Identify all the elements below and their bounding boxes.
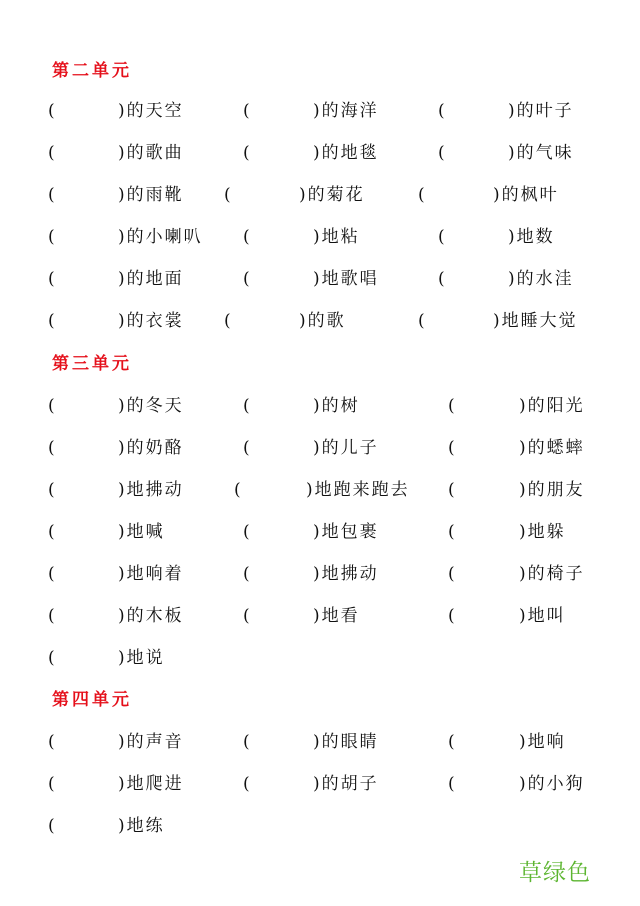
item-phrase: )地响着	[118, 564, 184, 584]
item-phrase: )地躲	[519, 522, 566, 542]
fill-in-item	[438, 269, 574, 289]
fill-in-item	[48, 227, 203, 247]
fill-in-item	[48, 101, 184, 121]
open-paren: (	[243, 438, 252, 458]
open-paren: (	[243, 774, 252, 794]
open-paren: (	[48, 648, 57, 668]
open-paren: (	[438, 269, 447, 289]
item-phrase: )的阳光	[519, 396, 585, 416]
open-paren: (	[224, 185, 233, 205]
open-paren: (	[448, 438, 457, 458]
item-phrase: )的冬天	[118, 396, 184, 416]
fill-in-item	[48, 438, 184, 458]
open-paren: (	[448, 732, 457, 752]
fill-in-item	[448, 480, 585, 500]
open-paren: (	[243, 564, 252, 584]
open-paren: (	[48, 101, 57, 121]
item-phrase: )的声音	[118, 732, 184, 752]
fill-in-item	[48, 774, 184, 794]
item-phrase: )的菊花	[299, 185, 365, 205]
item-phrase: )地拂动	[313, 564, 379, 584]
open-paren: (	[243, 522, 252, 542]
fill-in-item	[48, 732, 184, 752]
fill-in-item	[48, 269, 184, 289]
fill-in-item	[48, 522, 165, 542]
open-paren: (	[448, 564, 457, 584]
item-phrase: )地包裹	[313, 522, 379, 542]
item-phrase: )的奶酪	[118, 438, 184, 458]
fill-in-item	[448, 396, 585, 416]
item-phrase: )的朋友	[519, 480, 585, 500]
unit-heading: 第二单元	[52, 61, 132, 81]
open-paren: (	[418, 311, 427, 331]
item-phrase: )的歌曲	[118, 143, 184, 163]
fill-in-item	[224, 185, 365, 205]
fill-in-item	[48, 311, 184, 331]
open-paren: (	[48, 438, 57, 458]
open-paren: (	[448, 522, 457, 542]
fill-in-item	[243, 564, 379, 584]
open-paren: (	[243, 606, 252, 626]
fill-in-item	[48, 564, 184, 584]
open-paren: (	[48, 480, 57, 500]
item-phrase: )的木板	[118, 606, 184, 626]
fill-in-item	[448, 732, 566, 752]
open-paren: (	[48, 143, 57, 163]
fill-in-item	[48, 606, 184, 626]
item-phrase: )的眼睛	[313, 732, 379, 752]
item-phrase: )地歌唱	[313, 269, 379, 289]
item-phrase: )地看	[313, 606, 360, 626]
item-phrase: )地拂动	[118, 480, 184, 500]
open-paren: (	[438, 143, 447, 163]
item-phrase: )的衣裳	[118, 311, 184, 331]
fill-in-item	[48, 480, 184, 500]
open-paren: (	[418, 185, 427, 205]
fill-in-item	[234, 480, 410, 500]
open-paren: (	[448, 606, 457, 626]
item-phrase: )的儿子	[313, 438, 379, 458]
item-phrase: )地说	[118, 648, 165, 668]
item-phrase: )的胡子	[313, 774, 379, 794]
item-phrase: )的枫叶	[493, 185, 559, 205]
item-phrase: )的蟋蟀	[519, 438, 585, 458]
open-paren: (	[243, 227, 252, 247]
open-paren: (	[48, 564, 57, 584]
open-paren: (	[48, 396, 57, 416]
item-phrase: )的水洼	[508, 269, 574, 289]
item-phrase: )的气味	[508, 143, 574, 163]
open-paren: (	[243, 396, 252, 416]
open-paren: (	[48, 816, 57, 836]
open-paren: (	[48, 774, 57, 794]
open-paren: (	[48, 732, 57, 752]
fill-in-item	[438, 227, 555, 247]
item-phrase: )地叫	[519, 606, 566, 626]
item-phrase: )地睡大觉	[493, 311, 578, 331]
fill-in-item	[243, 143, 379, 163]
open-paren: (	[48, 269, 57, 289]
fill-in-item	[438, 143, 574, 163]
item-phrase: )地练	[118, 816, 165, 836]
open-paren: (	[243, 269, 252, 289]
fill-in-item	[243, 101, 379, 121]
item-phrase: )地跑来跑去	[306, 480, 410, 500]
item-phrase: )地响	[519, 732, 566, 752]
fill-in-item	[48, 185, 184, 205]
fill-in-item	[448, 564, 585, 584]
fill-in-item	[48, 816, 165, 836]
item-phrase: )地粘	[313, 227, 360, 247]
fill-in-item	[243, 227, 360, 247]
item-phrase: )的海洋	[313, 101, 379, 121]
fill-in-item	[418, 311, 578, 331]
fill-in-item	[243, 606, 360, 626]
open-paren: (	[48, 606, 57, 626]
fill-in-item	[243, 522, 379, 542]
unit-heading: 第四单元	[52, 690, 132, 710]
fill-in-item	[448, 606, 566, 626]
open-paren: (	[448, 774, 457, 794]
open-paren: (	[48, 522, 57, 542]
fill-in-item	[448, 522, 566, 542]
item-phrase: )的雨靴	[118, 185, 184, 205]
open-paren: (	[234, 480, 243, 500]
fill-in-item	[418, 185, 559, 205]
open-paren: (	[243, 101, 252, 121]
item-phrase: )地爬进	[118, 774, 184, 794]
item-phrase: )地数	[508, 227, 555, 247]
open-paren: (	[48, 311, 57, 331]
fill-in-item	[438, 101, 574, 121]
fill-in-item	[243, 396, 360, 416]
open-paren: (	[438, 227, 447, 247]
open-paren: (	[243, 732, 252, 752]
open-paren: (	[48, 227, 57, 247]
fill-in-item	[243, 774, 379, 794]
item-phrase: )的地面	[118, 269, 184, 289]
fill-in-item	[448, 438, 585, 458]
watermark: 草绿色	[519, 860, 591, 886]
item-phrase: )的小喇叭	[118, 227, 203, 247]
item-phrase: )的地毯	[313, 143, 379, 163]
fill-in-item	[243, 732, 379, 752]
unit-heading: 第三单元	[52, 354, 132, 374]
item-phrase: )的歌	[299, 311, 346, 331]
fill-in-item	[224, 311, 346, 331]
open-paren: (	[438, 101, 447, 121]
item-phrase: )地喊	[118, 522, 165, 542]
fill-in-item	[48, 396, 184, 416]
item-phrase: )的小狗	[519, 774, 585, 794]
fill-in-item	[48, 648, 165, 668]
item-phrase: )的椅子	[519, 564, 585, 584]
item-phrase: )的树	[313, 396, 360, 416]
fill-in-item	[448, 774, 585, 794]
fill-in-item	[48, 143, 184, 163]
open-paren: (	[243, 143, 252, 163]
fill-in-item	[243, 438, 379, 458]
open-paren: (	[448, 396, 457, 416]
open-paren: (	[224, 311, 233, 331]
open-paren: (	[448, 480, 457, 500]
item-phrase: )的叶子	[508, 101, 574, 121]
fill-in-item	[243, 269, 379, 289]
open-paren: (	[48, 185, 57, 205]
item-phrase: )的天空	[118, 101, 184, 121]
